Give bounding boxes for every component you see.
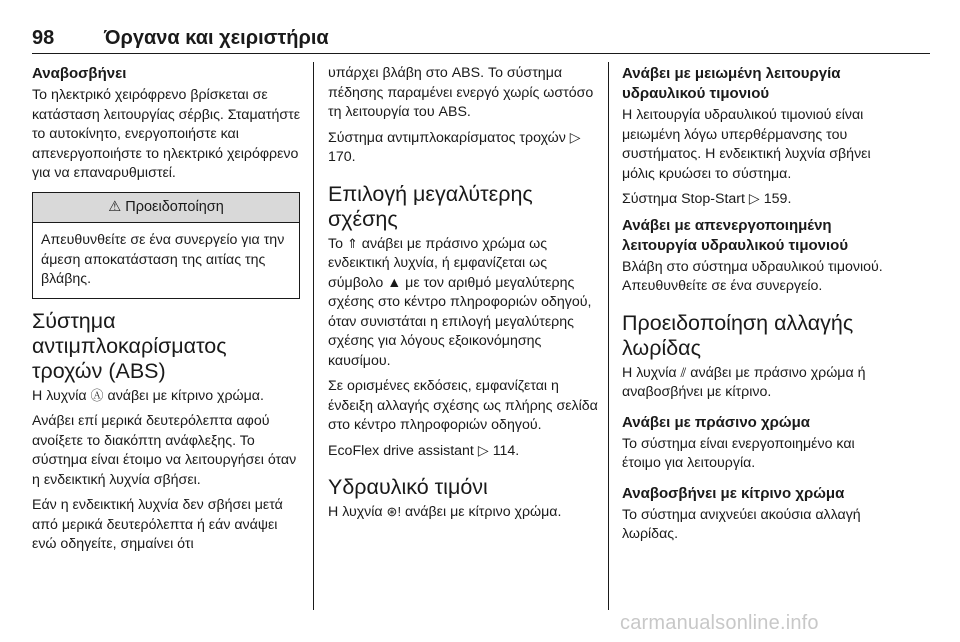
upshift-icon: ⇑	[346, 235, 358, 251]
hyd-p1-a: Η λυχνία	[328, 504, 387, 520]
warning-triangle-icon: ⚠	[108, 198, 122, 215]
reduced-steering-heading: Ανάβει με μειωμένη λειτουργία υδραυλικού τιμονιού	[622, 65, 841, 102]
gear-paragraph-2: Σε ορισμένες εκδόσεις, εμφανίζεται η ένδειξη αλλαγής σχέσης ως πλήρης σελίδα στο κέντρο πληροφοριών οδηγού.	[328, 378, 598, 433]
page-number: 98	[32, 27, 55, 49]
reduced-steering-text: Η λειτουργία υδραυλικού τιμονιού είναι μειωμένη λόγω υπερθέρμανσης του συστήματος. Η ενδεικτική λυχνία σβήνει μόλις κρυώσει το σύστημα.	[622, 107, 871, 182]
power-steering-paragraph	[328, 502, 598, 523]
abs-warning-icon: Ⓐ	[90, 387, 104, 403]
gear-paragraph-1	[328, 234, 598, 372]
green-text: Το σύστημα είναι ενεργοποιημένο και έτοιμο για λειτουργία.	[622, 435, 855, 471]
ecoflex-reference	[328, 442, 598, 462]
gear-p1-c: με τον αριθμό μεγαλύτερης σχέσης στο κέντρο πληροφοριών οδηγού, όταν συνιστάται η επιλογή μεγαλύτερης σχέσης για λόγους εξοικονόμησης καυσίμου.	[328, 274, 592, 369]
steering-warning-icon: ⊛!	[386, 504, 402, 519]
abs-p1-text: Η λυχνία	[32, 387, 91, 404]
lane-departure-icon: ⫽	[680, 364, 687, 380]
lane-p-b: ανάβει με πράσινο χρώμα ή αναβοσβήνει με κίτρινο.	[622, 364, 866, 400]
lane-p-a: Η λυχνία	[622, 364, 681, 381]
disabled-steering-text: Βλάβη στο σύστημα υδραυλικού τιμονιού. Απευθυνθείτε σε ένα συνεργείο.	[622, 258, 883, 294]
abs-reference-text: Σύστημα αντιμπλοκαρίσματος τροχών	[328, 129, 570, 146]
abs-paragraph-1	[32, 386, 302, 407]
column-divider-1	[313, 62, 314, 610]
yellow-heading: Αναβοσβήνει με κίτρινο χρώμα	[622, 484, 845, 502]
warning-header	[33, 193, 299, 224]
disabled-steering-heading: Ανάβει με απενεργοποιημένη λειτουργία υδραυλικού τιμονιού	[622, 216, 849, 254]
blink-text: Το ηλεκτρικό χειρόφρενο βρίσκεται σε κατάσταση λειτουργίας σέρβις. Σταματήστε το αυτοκίνητο, ενεργοποιήστε και απενεργοποιήστε το ηλεκτρικό χειρόφρενο για να επαναρυθμιστεί.	[32, 87, 301, 181]
abs-paragraph-2: Ανάβει επί μερικά δευτερόλεπτα αφού ανοίξετε το διακόπτη ανάφλεξης. Το σύστημα είναι έτοιμο να λειτουργήσει όταν η ενδεικτική λυχνία σβήσει.	[32, 413, 297, 488]
abs-reference	[328, 129, 598, 168]
ecoflex-reference-page[interactable]: 114.	[492, 442, 520, 459]
abs-heading: Σύστημα αντιμπλοκαρίσματος τροχών (ABS)	[32, 308, 227, 383]
lane-warning-text	[622, 363, 892, 403]
gear-p1-a: Το	[328, 235, 347, 252]
header-divider	[32, 53, 930, 54]
ecoflex-reference-text: EcoFlex drive assistant	[328, 442, 478, 459]
warning-box	[32, 192, 300, 299]
power-steering-heading: Υδραυλικό τιμόνι	[328, 475, 488, 499]
warning-text: Απευθυνθείτε σε ένα συνεργείο για την άμεση αποκατάσταση της αιτίας της βλάβης.	[41, 232, 285, 287]
abs-reference-page[interactable]: 170.	[328, 149, 356, 165]
column-1	[32, 64, 302, 561]
stop-start-page[interactable]: 159.	[763, 191, 792, 207]
column-3	[622, 64, 892, 551]
abs-continued: υπάρχει βλάβη στο ABS. Το σύστημα πέδησης παραμένει ενεργό χωρίς ωστόσο τη λειτουργία του ABS.	[328, 65, 594, 120]
triangle-up-icon: ▲	[387, 274, 402, 291]
abs-paragraph-3: Εάν η ενδεικτική λυχνία δεν σβήσει μετά από μερικά δευτερόλεπτα ή εάν ανάψει ενώ οδηγείτε, σημαίνει ότι	[32, 497, 283, 552]
stop-start-reference	[622, 190, 892, 210]
green-heading: Ανάβει με πράσινο χρώμα	[622, 413, 810, 431]
lane-warning-heading: Προειδοποίηση αλλαγής λωρίδας	[622, 310, 854, 360]
gear-p1-b: ανάβει με πράσινο χρώμα ως ενδεικτική λυχνία, ή εμφανίζεται ως σύμβολο	[328, 235, 548, 291]
blink-heading: Αναβοσβήνει	[32, 65, 127, 82]
page-ref-icon: ▷	[569, 129, 581, 146]
warning-title: Προειδοποίηση	[125, 198, 224, 215]
column-divider-2	[608, 62, 609, 610]
yellow-text: Το σύστημα ανιχνεύει ακούσια αλλαγή λωρίδας.	[622, 506, 861, 542]
abs-p1-text-end: ανάβει με κίτρινο χρώμα.	[103, 387, 264, 404]
stop-start-text: Σύστημα Stop-Start	[622, 191, 749, 207]
column-2	[328, 64, 598, 529]
gear-shift-heading: Επιλογή μεγαλύτερης σχέσης	[328, 181, 533, 231]
watermark: carmanualsonline.info	[620, 612, 819, 634]
page-ref-icon: ▷	[748, 191, 764, 207]
hyd-p1-b: ανάβει με κίτρινο χρώμα.	[401, 504, 562, 520]
page-ref-icon: ▷	[477, 442, 493, 459]
chapter-title: Όργανα και χειριστήρια	[104, 27, 329, 49]
page-header	[32, 26, 930, 50]
